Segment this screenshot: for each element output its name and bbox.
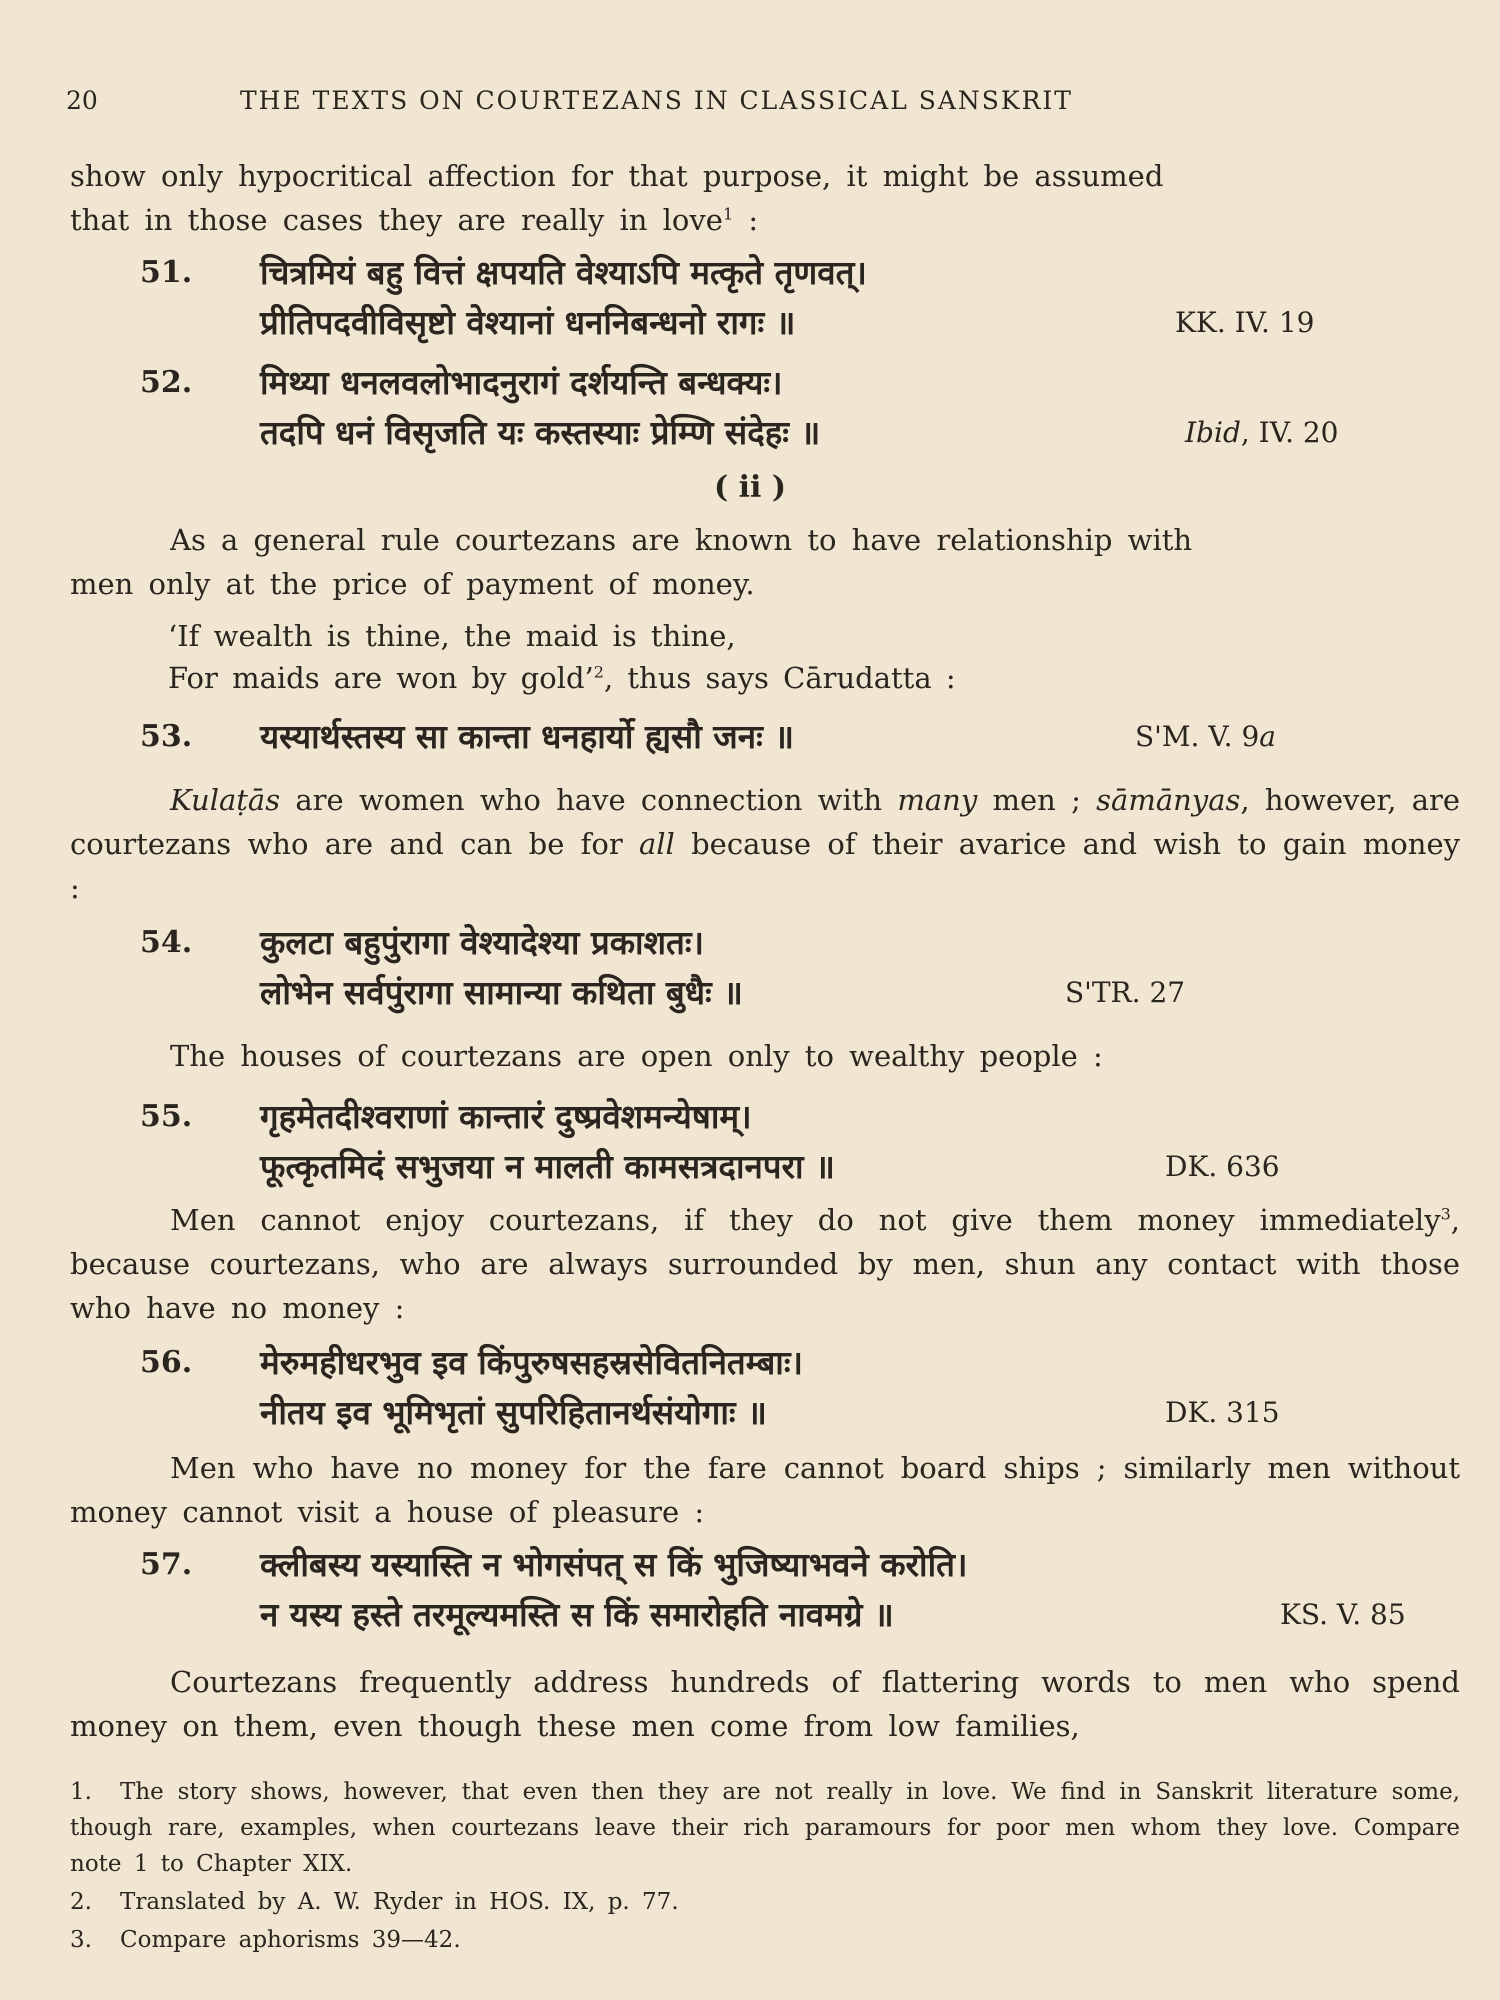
term-kulatas: Kulaṭās bbox=[170, 783, 281, 817]
term-all: all bbox=[638, 827, 675, 861]
verse-line-1: मिथ्या धनलवलोभादनुरागं दर्शयन्ति बन्धक्यः। bbox=[260, 363, 783, 402]
footnote-ref-2: 2 bbox=[593, 662, 604, 682]
footnote-number: 2. bbox=[70, 1889, 92, 1915]
verse-54 bbox=[140, 918, 1460, 1018]
paragraph-kulatas bbox=[70, 778, 1460, 910]
verse-line-2: प्रीतिपदवीविसृष्टो वेश्यानां धननिबन्धनो रागः ॥ bbox=[260, 303, 796, 342]
footnote-1 bbox=[70, 1774, 1460, 1882]
verse-reference-ibid: Ibid bbox=[1185, 416, 1241, 449]
p2-line-1: As a general rule courtezans are known to have relationship with bbox=[170, 523, 1193, 557]
footnote-3 bbox=[70, 1922, 1460, 1958]
verse-reference: DK. 636 bbox=[1165, 1150, 1280, 1183]
verse-reference: KS. V. 85 bbox=[1280, 1598, 1406, 1631]
running-title: THE TEXTS ON COURTEZANS IN CLASSICAL SANSKRIT bbox=[240, 86, 1073, 115]
verse-57 bbox=[140, 1540, 1460, 1640]
verse-line-1: क्लीबस्य यस्यास्ति न भोगसंपत् स किं भुजिष्याभवने करोति। bbox=[260, 1545, 968, 1584]
paragraph-houses: The houses of courtezans are open only to wealthy people : bbox=[170, 1039, 1103, 1073]
verse-number: 51. bbox=[140, 255, 193, 290]
verse-number: 56. bbox=[140, 1345, 193, 1380]
intro-paragraph bbox=[70, 154, 1460, 242]
p3-text-3: , however, are courtezans who are and can be for bbox=[70, 783, 1461, 861]
p3-text-1: are women who have connection with bbox=[280, 783, 898, 817]
verse-line-2: नीतय इव भूमिभृतां सुपरिहितानर्थसंयोगाः ॥ bbox=[260, 1393, 767, 1432]
footnote-ref-3: 3 bbox=[1440, 1204, 1451, 1224]
intro-line-2 bbox=[70, 198, 1460, 242]
term-samanyas: sāmānyas bbox=[1096, 783, 1241, 817]
intro-line-1: show only hypocritical affection for that purpose, it might be assumed bbox=[70, 159, 1164, 193]
verse-53 bbox=[140, 712, 1460, 762]
footnote-text: Compare aphorisms 39—42. bbox=[120, 1927, 461, 1953]
quote-line-2-end: , thus says Cārudatta : bbox=[603, 661, 956, 695]
verse-line-1: गृहमेतदीश्वराणां कान्तारं दुष्प्रवेशमन्येषाम्। bbox=[260, 1097, 752, 1136]
quote-line-2-text: For maids are won by gold’ bbox=[168, 661, 594, 695]
verse-reference-suffix: a bbox=[1259, 720, 1276, 753]
verse-reference bbox=[1185, 408, 1339, 458]
p5-text-1: Men cannot enjoy courtezans, if they do not give them money immediately bbox=[170, 1203, 1441, 1237]
quote-line-1: ‘If wealth is thine, the maid is thine, bbox=[168, 619, 736, 653]
paragraph-flattering: Courtezans frequently address hundreds of flattering words to men who spend money on them, even though these men come from low families, bbox=[70, 1665, 1460, 1743]
verse-line-1: चित्रमियं बहु वित्तं क्षपयति वेश्याऽपि मत्कृते तृणवत्। bbox=[260, 253, 867, 292]
verse-52 bbox=[140, 358, 1460, 458]
p3-text-2: men ; bbox=[977, 783, 1097, 817]
intro-line-2-end: : bbox=[748, 203, 759, 237]
verse-line-1: मेरुमहीधरभुव इव किंपुरुषसहस्रसेवितनितम्बाः। bbox=[260, 1343, 804, 1382]
verse-number: 53. bbox=[140, 719, 193, 754]
quote-line-2 bbox=[168, 657, 956, 699]
verse-number: 54. bbox=[140, 925, 193, 960]
verse-line-1: कुलटा बहुपुंरागा वेश्यादेश्या प्रकाशतः। bbox=[260, 923, 705, 962]
verse-reference-main: S'M. V. 9 bbox=[1135, 720, 1260, 753]
quotation bbox=[168, 615, 956, 699]
p2-line-2: men only at the price of payment of money. bbox=[70, 567, 755, 601]
verse-55 bbox=[140, 1092, 1460, 1192]
page-header bbox=[0, 86, 1500, 126]
paragraph-men-cannot-enjoy bbox=[70, 1198, 1460, 1330]
footnote-text: Translated by A. W. Ryder in HOS. IX, p. 77. bbox=[120, 1889, 679, 1915]
p5-text-2: , because courtezans, who are always surrounded by men, shun any contact with those who have no money : bbox=[70, 1203, 1460, 1325]
verse-line-1: यस्यार्थस्तस्य सा कान्ता धनहार्यो ह्यसौ जनः ॥ bbox=[260, 717, 795, 756]
verse-line-2: फूत्कृतमिदं सभुजया न मालती कामसत्रदानपरा ॥ bbox=[260, 1147, 835, 1186]
footnote-text: The story shows, however, that even then they are not really in love. We find in Sanskrit literature some, though rare, examples, when courtezans leave their rich paramours for poor men whom they love. Compare note 1 to Chapter XIX. bbox=[70, 1779, 1460, 1877]
verse-reference bbox=[1135, 712, 1276, 762]
verse-reference-rest: , IV. 20 bbox=[1240, 416, 1339, 449]
verse-51 bbox=[140, 248, 1460, 348]
page-number: 20 bbox=[66, 86, 98, 115]
verse-number: 57. bbox=[140, 1547, 193, 1582]
p3-text-4: because of their avarice and wish to gain money : bbox=[70, 827, 1460, 905]
footnote-number: 1. bbox=[70, 1779, 92, 1805]
verse-56 bbox=[140, 1338, 1460, 1438]
intro-line-2-text: that in those cases they are really in love bbox=[70, 203, 723, 237]
footnote-number: 3. bbox=[70, 1927, 92, 1953]
term-many: many bbox=[897, 783, 978, 817]
verse-reference: DK. 315 bbox=[1165, 1396, 1280, 1429]
verse-line-2: न यस्य हस्ते तरमूल्यमस्ति स किं समारोहति नावमग्रे ॥ bbox=[260, 1595, 894, 1634]
verse-line-2: तदपि धनं विसृजति यः कस्तस्याः प्रेम्णि संदेहः ॥ bbox=[260, 413, 821, 452]
section-marker: ( ii ) bbox=[713, 470, 787, 505]
verse-number: 55. bbox=[140, 1099, 193, 1134]
footnote-2 bbox=[70, 1884, 1460, 1920]
verse-number: 52. bbox=[140, 365, 193, 400]
paragraph-ships: Men who have no money for the fare cannot board ships ; similarly men without money cannot visit a house of pleasure : bbox=[70, 1451, 1460, 1529]
verse-reference: S'TR. 27 bbox=[1065, 976, 1186, 1009]
footnote-ref-1: 1 bbox=[722, 204, 734, 224]
verse-reference: KK. IV. 19 bbox=[1175, 306, 1315, 339]
verse-line-2: लोभेन सर्वपुंरागा सामान्या कथिता बुधैः ॥ bbox=[260, 973, 743, 1012]
paragraph-general-rule bbox=[70, 518, 1460, 606]
